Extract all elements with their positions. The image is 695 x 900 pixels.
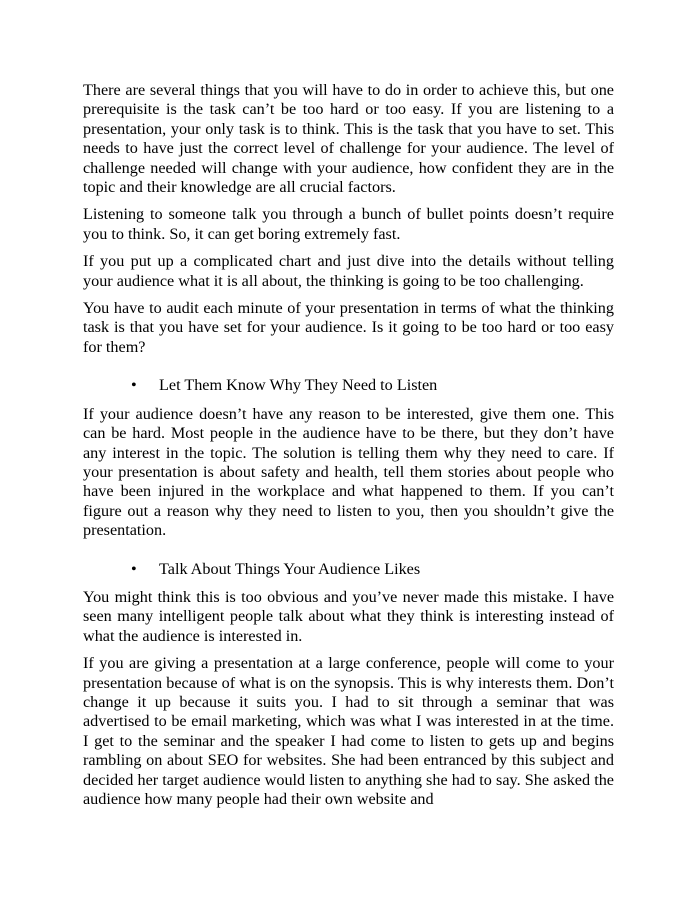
bullet-heading-audience-likes (83, 560, 614, 579)
paragraph-bullet-points: Listening to someone talk you through a bunch of bullet points doesn’t require you to think. So, it can get boring extremely fast. (83, 205, 614, 243)
paragraph-complicated-chart: If you put up a complicated chart and just dive into the details without telling your audience what it is all about, the thinking is going to be too challenging. (83, 252, 614, 290)
document-page (83, 81, 614, 817)
paragraph-reason-interested: If your audience doesn’t have any reason to be interested, give them one. This can be hard. Most people in the audience have to be there, but they don’t have any interest in the topic. The solution is telling them why they need to care. If your presentation is about safety and health, tell them stories about people who have been injured in the workplace and what happened to them. If you can’t figure out a reason why they need to listen to you, then you shouldn’t give the presentation. (83, 404, 614, 540)
bullet-heading-text: Let Them Know Why They Need to Listen (159, 376, 438, 395)
paragraph-too-obvious: You might think this is too obvious and you’ve never made this mistake. I have seen many intelligent people talk about what they think is interesting instead of what the audience is interested in. (83, 587, 614, 645)
paragraph-prerequisite: There are several things that you will have to do in order to achieve this, but one prerequisite is the task can’t be too hard or too easy. If you are listening to a presentation, your only task is to think. This is the task that you have to set. This needs to have just the correct level of challenge for your audience. The level of challenge needed will change with your audience, how confident they are in the topic and their knowledge are all crucial factors. (83, 81, 614, 197)
paragraph-audit: You have to audit each minute of your presentation in terms of what the thinking task is that you have set for your audience. Is it going to be too hard or too easy for them? (83, 299, 614, 356)
paragraph-conference: If you are giving a presentation at a large conference, people will come to your presentation because of what is on the synopsis. This is why interests them. Don’t change it up because it suits you. I had to sit through a seminar that was advertised to be email marketing, which was what I was interested in at the time. I get to the seminar and the speaker I had come to listen to gets up and begins rambling on about SEO for websites. She had been entranced by this subject and decided her target audience would listen to anything she had to say. She asked the audience how many people had their own website and (83, 654, 614, 808)
bullet-icon: • (131, 376, 137, 395)
bullet-heading-why-listen (83, 376, 614, 395)
bullet-heading-text: Talk About Things Your Audience Likes (159, 559, 421, 578)
bullet-icon: • (131, 559, 137, 578)
